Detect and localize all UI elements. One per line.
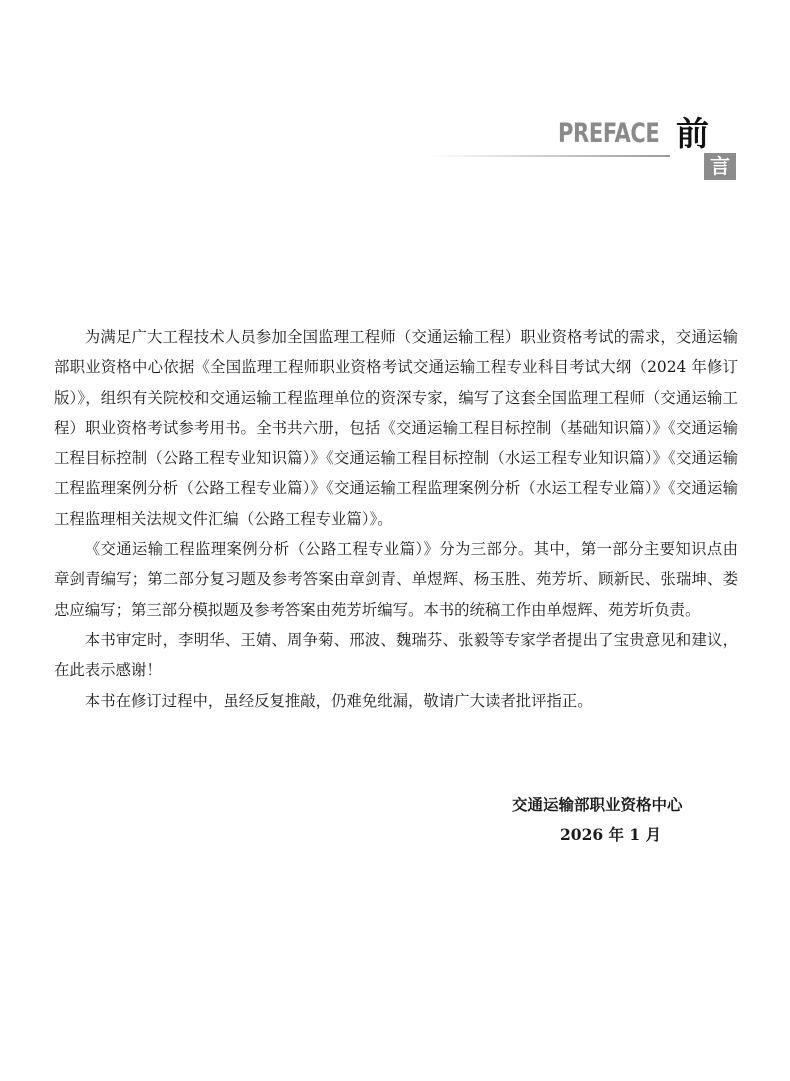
paragraph-4: 本书在修订过程中，虽经反复推敲，仍难免纰漏，敬请广大读者批评指正。	[84, 691, 593, 710]
signature-date: 2026 年 1 月	[560, 825, 662, 844]
preface-title-char-2: 言	[704, 153, 736, 180]
preface-header	[0, 0, 790, 190]
paragraph-2: 《交通运输工程监理案例分析（公路工程专业篇）》分为三部分。其中，第一部分主要知识点由章剑青编写；第二部分复习题及参考答案由章剑青、单煜辉、杨玉胜、苑芳圻、顾新民、张瑞坤、娄忠应编写；第三部分模拟题及参考答案由苑芳圻编写。本书的统稿工作由单煜辉、苑芳圻负责。	[54, 540, 738, 619]
paragraph-1: 为满足广大工程技术人员参加全国监理工程师（交通运输工程）职业资格考试的需求，交通运输部职业资格中心依据《全国监理工程师职业资格考试交通运输工程专业科目考试大纲（2024 年修订版）》，组织有关院校和交通运输工程监理单位的资深专家，编写了这套全国监理工程师（交通运输工程）职业资格考试参考用书。全书共六册，包括《交通运输工程目标控制（基础知识篇）》《交通运输工程目标控制（公路工程专业知识篇）》《交通运输工程目标控制（水运工程专业知识篇）》《交通运输工程监理案例分析（公路工程专业篇）》《交通运输工程监理案例分析（水运工程专业篇）》《交通运输工程监理相关法规文件汇编（公路工程专业篇）》。	[54, 328, 738, 528]
preface-title-char-1: 前	[676, 114, 709, 153]
header-divider-line	[430, 155, 670, 157]
preface-english-title: PREFACE	[558, 118, 660, 149]
signature-organization: 交通运输部职业资格中心	[512, 795, 683, 814]
paragraph-3: 本书审定时，李明华、王婧、周争菊、邢波、魏瑞芬、张毅等专家学者提出了宝贵意见和建议，在此表示感谢！	[54, 630, 738, 680]
preface-body	[54, 322, 738, 716]
